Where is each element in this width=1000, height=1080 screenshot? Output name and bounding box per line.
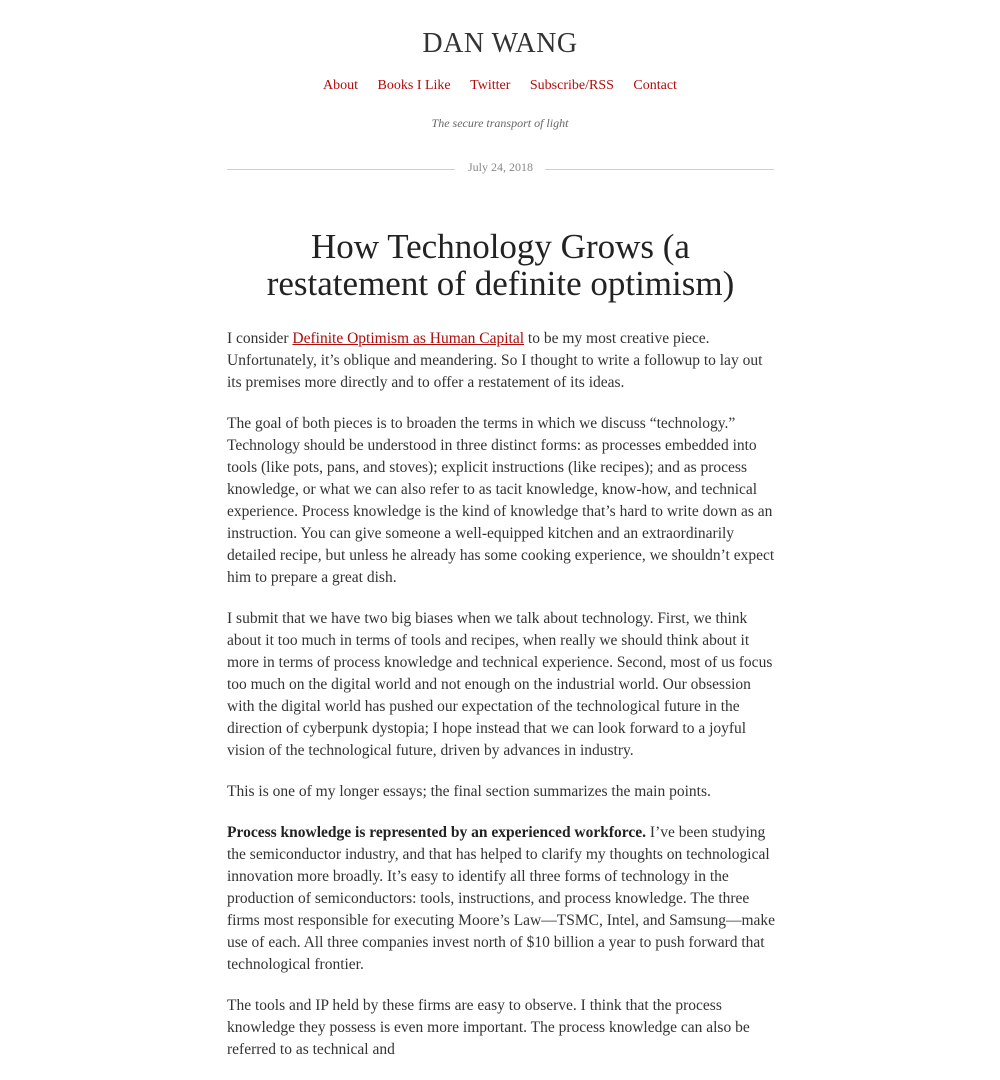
post-date-row	[227, 158, 774, 178]
nav-link-twitter[interactable]: Twitter	[470, 78, 511, 93]
paragraph-text: to be my most creative piece. Unfortunately, it’s oblique and meandering. So I thought to write a followup to lay out its premises more directly and to offer a restatement of its ideas.	[227, 330, 763, 391]
post-title: How Technology Grows (a restatement of definite optimism)	[266, 227, 735, 303]
nav-link-about[interactable]: About	[323, 78, 359, 93]
divider-right	[545, 169, 774, 170]
site-title[interactable]: DAN WANG	[422, 28, 578, 59]
paragraph: The goal of both pieces is to broaden the terms in which we discuss “technology.” Technology should be understood in three distinct forms: as processes embedded into tools (like pots, pans, and stoves); explicit instructions (like recipes); and as process knowledge, or what we can also refer to as tacit knowledge, know-how, and technical experience. Process knowledge is the kind of knowledge that’s hard to write down as an instruction. You can give someone a well-equipped kitchen and an extraordinarily detailed recipe, but unless he already has some cooking experience, we shouldn’t expect him to prepare a great dish.	[227, 415, 775, 586]
paragraph	[227, 328, 777, 394]
paragraph-text: I consider	[227, 330, 293, 347]
paragraph-text: I’ve been studying the semiconductor industry, and that has helped to clarify my thoughts on technological innovation more broadly. It’s easy to identify all three forms of technology in the production of semiconductors: tools, instructions, and process knowledge. The three firms most responsible for executing Moore’s Law—TSMC, Intel, and Samsung—make use of each. All three companies invest north of $10 billion a year to push forward that technological frontier.	[227, 824, 776, 973]
paragraph: The tools and IP held by these firms are easy to observe. I think that the process knowledge they possess is even more important. The process knowledge can also be referred to as technical and	[227, 997, 750, 1058]
post-date: July 24, 2018	[467, 160, 533, 174]
section-lead: Process knowledge is represented by an experienced workforce.	[227, 824, 647, 841]
definite-optimism-link[interactable]: Definite Optimism as Human Capital	[292, 330, 525, 347]
paragraph: This is one of my longer essays; the final section summarizes the main points.	[227, 783, 711, 800]
paragraph: I submit that we have two big biases when we talk about technology. First, we think about it too much in terms of tools and recipes, when really we should think about it more in terms of process knowledge and technical experience. Second, most of us focus too much on the digital world and not enough on the industrial world. Our obsession with the digital world has pushed our expectation of the technological future in the direction of cyberpunk dystopia; I hope instead that we can look forward to a joyful vision of the technological future, driven by advances in industry.	[227, 610, 773, 759]
site-tagline: The secure transport of light	[431, 116, 569, 130]
nav-link-contact[interactable]: Contact	[633, 78, 677, 93]
nav-link-books[interactable]: Books I Like	[377, 78, 451, 93]
paragraph	[227, 822, 777, 976]
post-content	[227, 328, 777, 1080]
main-nav	[0, 78, 1000, 94]
nav-link-subscribe[interactable]: Subscribe/RSS	[529, 78, 614, 93]
